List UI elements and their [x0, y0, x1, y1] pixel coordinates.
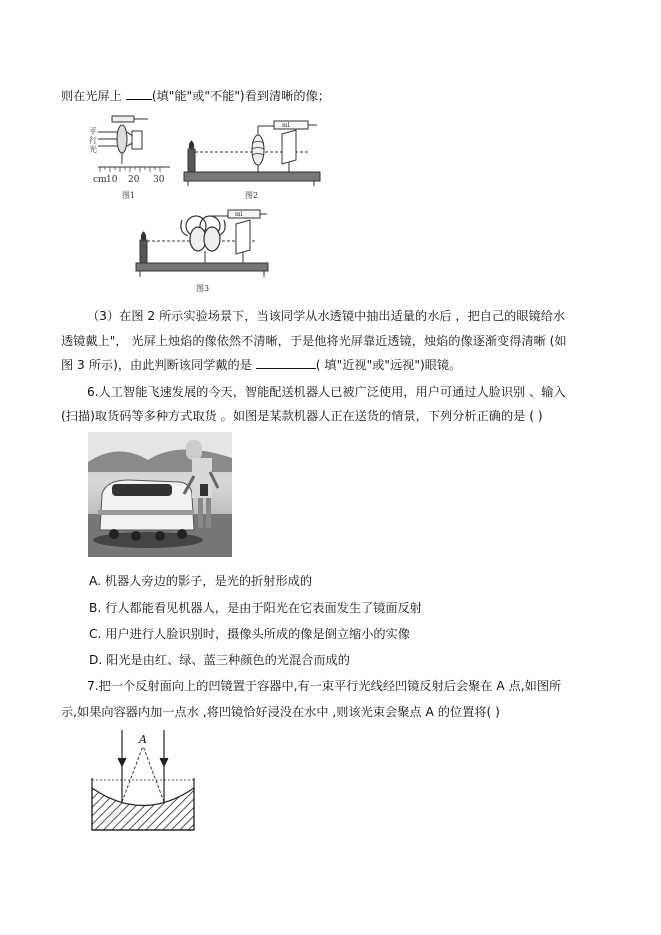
q5-part3-line-1: （3）在图 2 所示实验场景下，当该同学从水透镜中抽出适量的水后 ，把自己的眼镜给水: [87, 309, 566, 323]
figure-1-diagram: [88, 112, 174, 202]
fig3-caption: 图3: [196, 284, 210, 293]
figure-3-diagram: [134, 206, 270, 286]
fig1-axis-unit: cm: [93, 175, 107, 185]
fig1-tick: 30: [153, 175, 165, 185]
answer-blank[interactable]: [256, 357, 316, 369]
fig1-side-label: 光: [89, 145, 97, 154]
q6-option-d[interactable]: D. 阳光是由红、绿、蓝三种颜色的光混合而成的: [89, 653, 350, 667]
fig1-side-label: 行: [89, 136, 97, 145]
q7-line-2: 示,如果向容器内加一点水 ,将凹镜恰好浸没在水中 ,则该光束会聚点 A 的位置将( ): [61, 705, 500, 719]
fig1-side-label: 平: [89, 127, 97, 136]
q5-tail-post: (填"能"或"不能")看到清晰的像；: [151, 89, 330, 103]
q5-part3-line-3-pre: 图 3 所示)，由此判断该同学戴的是: [61, 358, 256, 372]
q6-option-c[interactable]: C. 用户进行人脸识别时，摄像头所成的像是倒立缩小的实像: [89, 627, 410, 641]
focus-point-label: A: [139, 733, 147, 746]
q6-line-1: 6.人工智能飞速发展的今天，智能配送机器人已被广泛使用，用户可通过人脸识别 、输入: [87, 385, 566, 399]
fig2-device-label: ml: [282, 122, 290, 129]
answer-blank[interactable]: [126, 88, 152, 100]
q5-part3-line-3: [61, 356, 461, 373]
fig2-caption: 图2: [245, 191, 259, 200]
q6-option-b[interactable]: B. 行人都能看见机器人，是由于阳光在它表面发生了镜面反射: [89, 601, 422, 615]
fig1-caption: 图1: [122, 191, 136, 200]
q6-option-a[interactable]: A. 机器人旁边的影子，是光的折射形成的: [89, 574, 313, 588]
q5-part3-line-3-post: ( 填"近视"或"远视")眼镜。: [315, 358, 462, 372]
fig1-tick: 10: [106, 175, 118, 185]
q5-tail-line: [61, 87, 330, 104]
q7-line-1: 7.把一个反射面向上的凹镜置于容器中,有一束平行光线经凹镜反射后会聚在 A 点,如图所: [87, 679, 562, 693]
q6-line-2: (扫描)取货码等多种方式取货 。如图是某款机器人正在送货的情景，下列分析正确的是 ( ): [61, 409, 543, 423]
q5-part3-line-2: 透镜戴上"， 光屏上烛焰的像依然不清晰，于是他将光屏靠近透镜，烛焰的像逐渐变得清晰 (如: [61, 334, 567, 348]
fig1-tick: 20: [128, 175, 140, 185]
delivery-robot-photo: [88, 432, 232, 557]
figure-2-diagram: [182, 112, 322, 192]
fig3-device-label: ml: [235, 211, 243, 218]
q5-tail-pre: 则在光屏上: [61, 89, 126, 103]
